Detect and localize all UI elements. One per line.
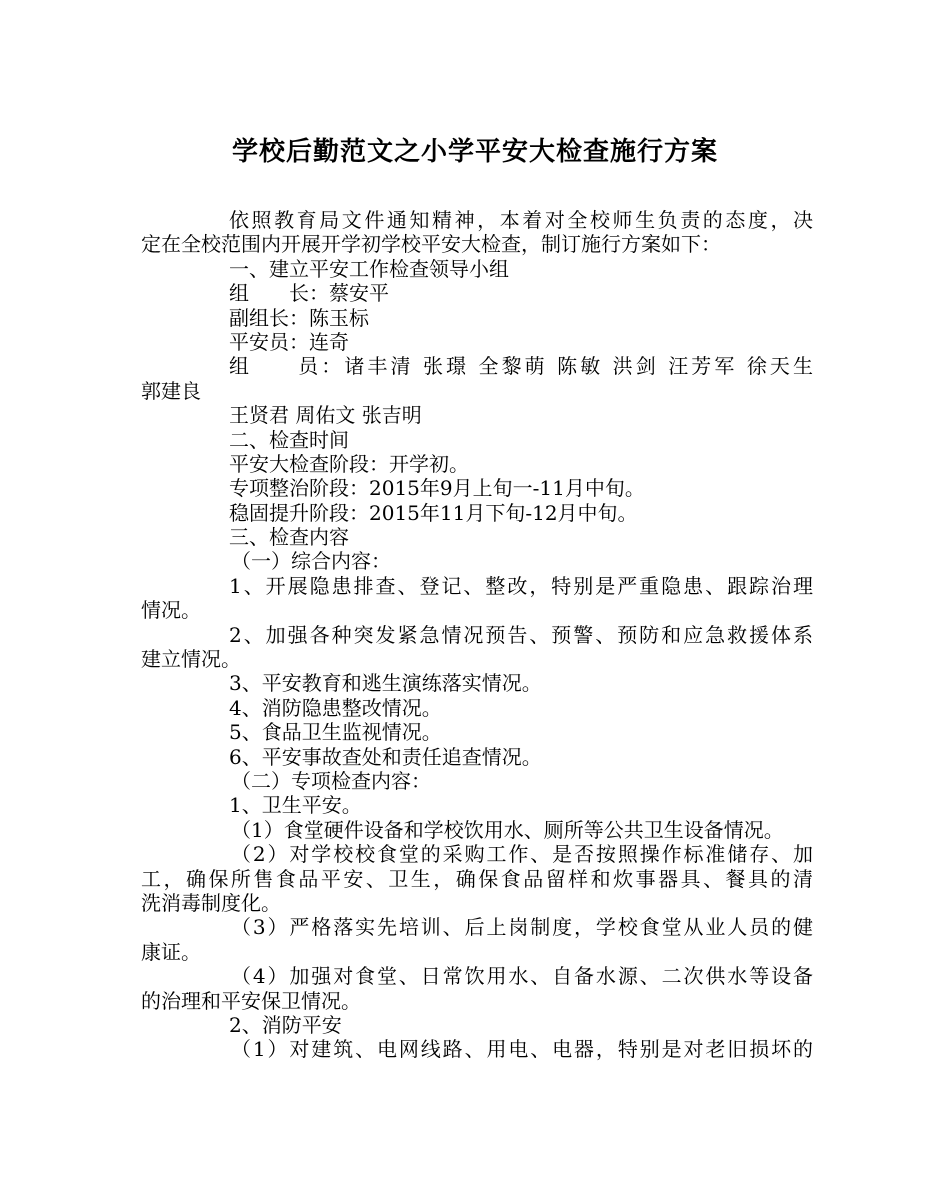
paragraph-line: 平安大检查阶段：开学初。 (229, 451, 469, 476)
paragraph-line: 依照教育局文件通知精神，本着对全校师生负责的态度，决 (229, 208, 813, 232)
paragraph-line: 3、平安教育和逃生演练落实情况。 (229, 671, 542, 696)
section-heading: 二、检查时间 (229, 427, 349, 452)
subsection-heading: （一）综合内容： (231, 549, 391, 574)
paragraph-line: 建立情况。 (141, 647, 241, 672)
paragraph-line: 组 员：诸丰清 张璟 全黎萌 陈敏 洪剑 汪芳军 徐天生 (229, 354, 813, 379)
section-heading: 一、建立平安工作检查领导小组 (229, 256, 509, 281)
paragraph-line: 稳固提升阶段：2015年11月下旬-12月中旬。 (229, 500, 638, 525)
paragraph-line: 2、加强各种突发紧急情况预告、预警、预防和应急救援体系 (229, 622, 813, 647)
paragraph-line: （4）加强对食堂、日常饮用水、自备水源、二次供水等设备 (231, 964, 813, 989)
paragraph-line: 专项整治阶段：2015年9月上旬一-11月中旬。 (229, 476, 645, 501)
paragraph-line: 洗消毒制度化。 (141, 890, 281, 915)
paragraph-line: 情况。 (141, 598, 201, 623)
paragraph-line: 的治理和平安保卫情况。 (141, 988, 361, 1013)
document-title: 学校后勤范文之小学平安大检查施行方案 (231, 137, 718, 167)
paragraph-line: （2）对学校校食堂的采购工作、是否按照操作标准储存、加 (231, 842, 813, 867)
subsection-heading: （二）专项检查内容： (231, 768, 431, 793)
paragraph-line: 4、消防隐患整改情况。 (229, 695, 442, 720)
paragraph-line: 副组长：陈玉标 (229, 305, 369, 330)
paragraph-line: 5、食品卫生监视情况。 (229, 720, 442, 745)
paragraph-line: 郭建良 (141, 378, 201, 403)
paragraph-line: 定在全校范围内开展开学初学校平安大检查，制订施行方案如下： (141, 232, 721, 257)
paragraph-line: 1、卫生平安。 (229, 793, 362, 818)
section-heading: 三、检查内容 (229, 525, 349, 550)
document-body (141, 208, 813, 1062)
paragraph-line: 组 长：蔡安平 (229, 281, 389, 306)
paragraph-line: 2、消防平安 (229, 1012, 342, 1037)
paragraph-line: 工，确保所售食品平安、卫生，确保食品留样和炊事器具、餐具的清 (141, 866, 813, 891)
paragraph-line: （1）对建筑、电网线路、用电、电器，特别是对老旧损坏的 (231, 1037, 813, 1062)
paragraph-line: 康证。 (141, 939, 201, 964)
paragraph-line: 平安员：连奇 (229, 329, 349, 354)
paragraph-line: 1、开展隐患排查、登记、整改，特别是严重隐患、跟踪治理 (229, 573, 813, 598)
paragraph-line: （1）食堂硬件设备和学校饮用水、厕所等公共卫生设备情况。 (231, 817, 784, 842)
paragraph-line: 6、平安事故查处和责任追查情况。 (229, 744, 542, 769)
paragraph-line: （3）严格落实先培训、后上岗制度，学校食堂从业人员的健 (231, 915, 813, 940)
paragraph-line: 王贤君 周佑文 张吉明 (229, 403, 422, 428)
